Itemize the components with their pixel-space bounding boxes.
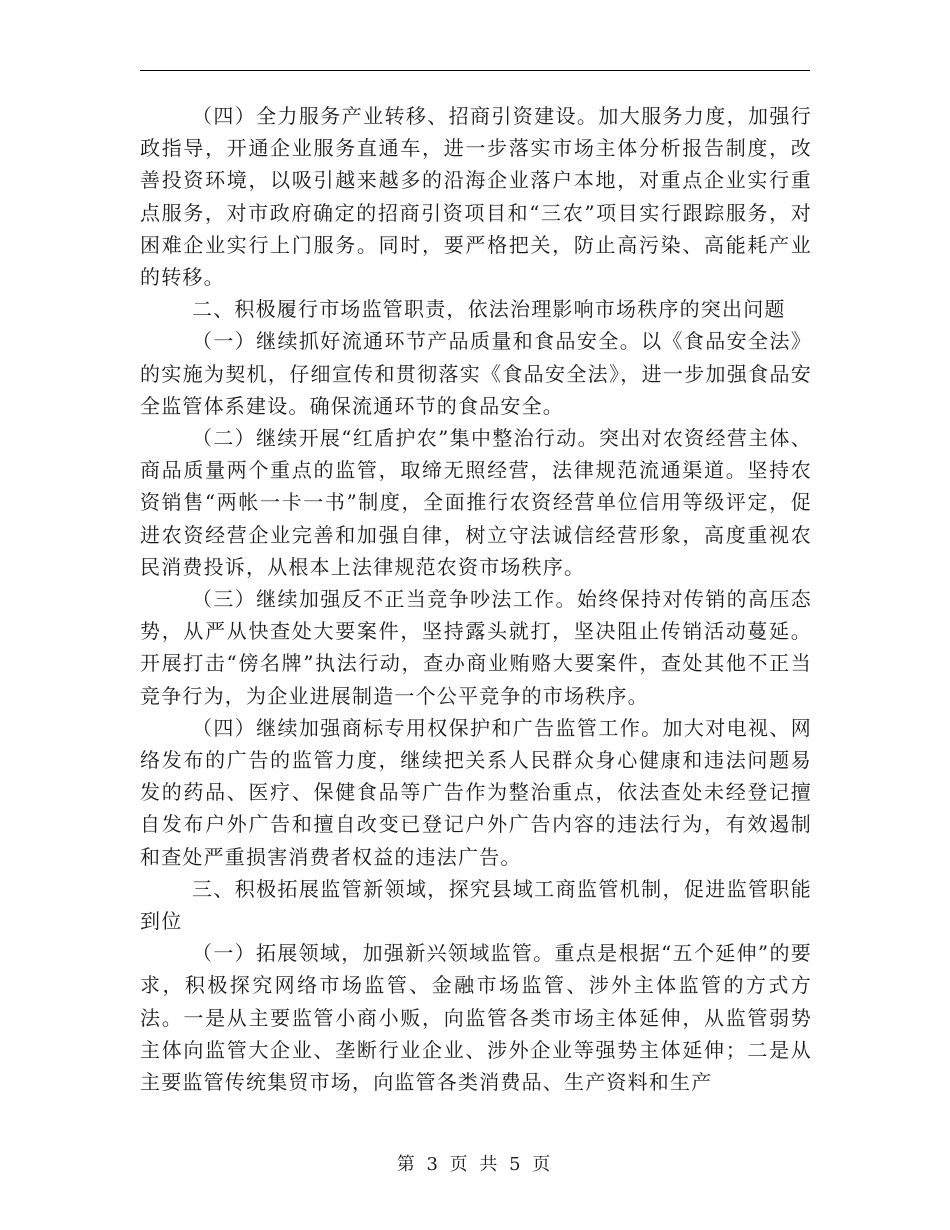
page-number-label: 第 3 页 共 5 页 — [396, 1154, 554, 1175]
document-body — [140, 100, 812, 1098]
paragraph: （三）继续加强反不正当竞争吵法工作。始终保持对传销的高压态势，从严从快查处大要案件，坚持露头就打，坚决阻止传销活动蔓延。开展打击“傍名牌”执法行动，查办商业贿赂大要案件，查处其他不正当竞争行为，为企业进展制造一个公平竞争的市场秩序。 — [140, 587, 812, 708]
header-rule — [140, 70, 810, 71]
page-footer — [0, 1150, 950, 1176]
paragraph: （一）继续抓好流通环节产品质量和食品安全。以《食品安全法》的实施为契机，仔细宣传和贯彻落实《食品安全法》，进一步加强食品安全监管体系建设。确保流通环节的食品安全。 — [140, 329, 812, 418]
paragraph: （四）全力服务产业转移、招商引资建设。加大服务力度，加强行政指导，开通企业服务直通车，进一步落实市场主体分析报告制度，改善投资环境，以吸引越来越多的沿海企业落户本地，对重点企业实行重点服务，对市政府确定的招商引资项目和“三农”项目实行跟踪服务，对困难企业实行上门服务。同时，要严格把关，防止高污染、高能耗产业的转移。 — [140, 104, 812, 290]
section-heading: 三、积极拓展监管新领域，探究县域工商监管机制，促进监管职能到位 — [140, 876, 812, 934]
section-heading: 二、积极履行市场监管职责，依法治理影响市场秩序的突出问题 — [192, 297, 786, 322]
paragraph: （一）拓展领域，加强新兴领域监管。重点是根据“五个延伸”的要求，积极探究网络市场监管、金融市场监管、涉外主体监管的方式方法。一是从主要监管小商小贩，向监管各类市场主体延伸，从监管弱势主体向监管大企业、垄断行业企业、涉外企业等强势主体延伸；二是从主要监管传统集贸市场，向监管各类消费品、生产资料和生产 — [140, 941, 812, 1095]
paragraph: （四）继续加强商标专用权保护和广告监管工作。加大对电视、网络发布的广告的监管力度，继续把关系人民群众身心健康和违法问题易发的药品、医疗、保健食品等广告作为整治重点，依法查处未经登记擅自发布户外广告和擅自改变已登记户外广告内容的违法行为，有效遏制和查处严重损害消费者权益的违法广告。 — [140, 715, 812, 869]
paragraph: （二）继续开展“红盾护农”集中整治行动。突出对农资经营主体、商品质量两个重点的监管，取缔无照经营，法律规范流通渠道。坚持农资销售“两帐一卡一书”制度，全面推行农资经营单位信用等级评定，促进农资经营企业完善和加强自律，树立守法诚信经营形象，高度重视农民消费投诉，从根本上法律规范农资市场秩序。 — [140, 426, 812, 579]
